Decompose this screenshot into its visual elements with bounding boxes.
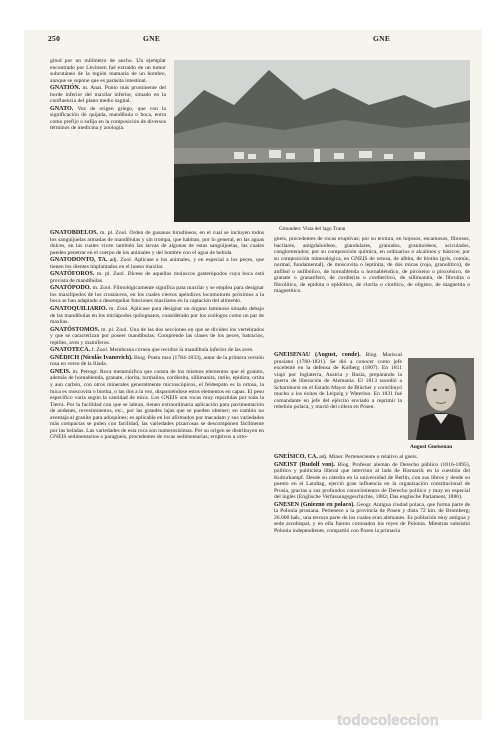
right-running-head: GNE xyxy=(373,34,391,43)
dictionary-entry xyxy=(50,106,166,132)
portrait-caption: August Gneisenau xyxy=(410,444,453,450)
running-header xyxy=(48,34,468,48)
dictionary-entry xyxy=(50,85,166,105)
dictionary-entry xyxy=(50,230,264,256)
entry-text: adj. Miner. Perteneciente o relativo al gneis. xyxy=(319,454,418,460)
entry-headword: GNEIST (Rudolf von). xyxy=(274,461,336,468)
dictionary-entry xyxy=(50,271,264,284)
entry-text: Voz de origen griego, que con la significación de quijada, mandíbula o boca, entra como prefijo o sufijo en la composición de diversos términos de medicina y zoología. xyxy=(50,105,166,132)
entry-headword: GNEIS. xyxy=(50,368,71,375)
photo-caption: Gmunden: Vista del lago Traun xyxy=(279,226,346,232)
dictionary-entry xyxy=(50,257,264,270)
landscape-photo xyxy=(174,60,470,222)
left-running-head: GNE xyxy=(143,34,161,43)
entry-text: gitud por un milímetro de ancho. Un ejemplar encontrado por Levinsen fué extraído de un tumor subcutáneo de la región mamaria de un hombre, aunque se supone que es parásita intestinal. xyxy=(50,58,166,84)
dictionary-entry xyxy=(274,352,402,411)
dictionary-entry xyxy=(50,347,264,354)
page-number: 250 xyxy=(48,34,61,43)
entry-headword: GNATOBDELOS. xyxy=(50,230,99,236)
entry-headword: GNATOQUILIARIO. xyxy=(50,306,108,313)
entry-text: Biog. Profesor alemán de Derecho público (1816-1895), político y publicista liberal que intervino al lado de Bismarck en la cuestión del Kulturkampf. Desde su cátedra en la universidad de Berlín, con sus libros y desde su puesto en el Landtag, ejerció gran influencia en la organización constitucional de Prusia, gracias a sus profundos conocimientos de Derecho político y muy en especial del inglés (Englische Verfassungsgeschichte, 1882; Das englische Parlament, 1886). xyxy=(274,461,470,501)
entry-text: gneis, procedentes de rocas eruptivas; por su textura, en hojosos, escamosos, fibrosos, bacilares, amigdaloideos, glandulares, granudos, granitoideos, aciculados, conglomerados; por su composición química, en ordinarios o alcalinos y básicos; por su composición mineralógica, en GNEIS de ortosa, de albita, de biotita (gris, común, normal, fundamental), de moscovita o leptinita, de dos micas (rojo, granulítico), de anfíbol o anfibólico, de hornablenda u hornabléndico, de piroxeno o piroxénico, de granate o granatífero, de cordierita o cordierítico, de sillimanita, de fibrolita o fibrolítico, de epidota o epidótico, de clorita o clorítico, de oligisto, de magnetita o magnetítico. xyxy=(274,236,470,295)
entry-headword: GNATÓSTOMOS. xyxy=(50,326,100,333)
entry-text: m. Zool. Aplícase para designar un órgano laminoso situado debajo de las mandíbulas en los miriápodos quilognatos, considerado por los zoólogos como un par de maxilas. xyxy=(50,306,264,326)
dictionary-entry xyxy=(274,502,470,535)
entry-text: f. Zool. Membrana córnea que recubre la mandíbula inferior de las aves. xyxy=(91,347,254,354)
entry-headword: GNATÓFOROS. xyxy=(50,271,95,278)
entry-text: m. Zool. Filmológicamente significa pata maxilar y se emplea para designar los maxilípedos de los crustáceos, en los cuales ciertos apéndices locomotores próximos a la boca se han adaptado a desempeñar funciones maxilares en la captación del alimento. xyxy=(50,285,264,305)
dictionary-entry xyxy=(50,355,264,368)
portrait-photo xyxy=(408,358,474,440)
dictionary-entry xyxy=(50,327,264,347)
entry-text: Biog. Mariscal prusiano (1760-1831). Se dió a conocer como jefe excelente en la defensa de Kolberg (1807). En 1811 viajó por Inglaterra, Austria y Rusia, preparando la guerra de liberación de Alemania. El 1813 sucedió a Scharnhorst en el Estado Mayor de Blücher y contribuyó mucho a los éxitos de Leipzig y Waterloo. En 1831 fué comandante en jefe del ejército enviado a reprimir la rebelión polaca, y murió del cólera en Posen. xyxy=(274,352,402,411)
entry-headword: GNEÍSICO, CA. xyxy=(274,454,318,460)
entry-text: m. Anat. Punto más prominente del borde inferior del maxilar inferior, situado en la confluencia del plano medio sagital. xyxy=(50,85,166,105)
entry-text: Biog. Poeta ruso (1784-1833), autor de la primera versión rusa en verso de la Ilíada. xyxy=(50,354,264,368)
dictionary-entry xyxy=(50,306,264,326)
entry-text: m. pl. Zool. Orden de gusanos hirudíneos, en el cual se incluyen todos los sanguijuelas armadas de mandíbulas y sin trompa, que habitan, por lo general, en las aguas dulces, en las cuales viven también las larvas de algunas de estas sanguijuelas, las cuales pueden penetrar en el cuerpo de los animales y del hombre con el agua de bebida. xyxy=(50,230,264,256)
entry-text: m. Petrogr. Roca metamórfica que consta de los mismos elementos que el granito, además de hornablenda, granate, clorita, turmalina, cordierita, sillimanita, rutilo, epidota, ortita y aun carbón, con otros minerales generalmente microscópicos, el feldespato es la ortosa, la mica es moscovita o biotita, o las dos a la vez, disponiéndose estos elementos en capas. El peso específico varía según la cantidad de mica. Los GNEIS son rocas muy repartidas por toda la Tierra. Por la facilidad con que se labran, tienen extraordinaria aplicación para pavimentación de andenes, revestimientos, etc., por las grandes lajas que se pueden obtener; en cambio no aventaja al granito para adoquines; es aplicable en los afirmados por macadam y sus variedades más compactas se pulen con facilidad, las variedades pizarrosas se descomponen fácilmente por las heladas. Las variedades de esta roca son numerosísimas. Por su origen se distribuyen en GNEIS sedimentarios o paragneis, procedentes de rocas sedimentarias; eruptivos u orto- xyxy=(50,368,264,441)
dictionary-entry xyxy=(50,369,264,441)
watermark-logo xyxy=(288,710,488,730)
watermark-text: todocoleccion xyxy=(337,712,439,729)
entry-headword: GNESEN (Gniezno en polaco). xyxy=(274,501,355,508)
left-column xyxy=(50,230,264,442)
right-column-top xyxy=(274,236,470,296)
dictionary-entry xyxy=(274,454,470,461)
dictionary-entry xyxy=(274,462,470,501)
right-column-beside-portrait xyxy=(274,352,402,412)
lake-landscape-illustration xyxy=(174,60,470,222)
entry-headword: GNATIÓN. xyxy=(50,85,81,92)
entry-text: m. pl. Zool. Una de las dos secciones en que se dividen los vertebrados y que se caracterizan por poseer mandíbulas. Comprende las clases de los peces, batracios, reptiles, aves y mamíferos. xyxy=(50,326,264,346)
entry-headword: GNATOTECA. xyxy=(50,347,91,354)
entry-headword: GNEISENAU (August, conde). xyxy=(274,352,361,358)
entry-headword: GNATO. xyxy=(50,105,74,112)
entry-headword: GNATÓPODO. xyxy=(50,285,92,292)
left-column-top xyxy=(50,58,166,133)
entry-headword: GNÉDICH (Nicolás Ivanovich). xyxy=(50,354,133,361)
right-column-lower xyxy=(274,454,470,536)
encyclopedia-page xyxy=(24,30,482,720)
gneisenau-portrait-illustration xyxy=(408,358,474,440)
dictionary-entry xyxy=(50,285,264,305)
entry-text: m. pl. Zool. Dícese de aquellos moluscos gasterópodos cuya boca está provista de mandíbulas. xyxy=(50,271,264,284)
entry-text: Geogr. Antigua ciudad polaca, que forma parte de la Polonia prusiana. Pertenece a la provincia de Posen y dista 72 km. de Bromberg; 26.000 hab., una tercera parte de los cuales eran alemanes. Es población muy antigua y sede arzobispal, y en ella fueron coronados los reyes de Polonia. Mientras subsistió Polonia independiente, compartió con Posen la primacía xyxy=(274,501,470,535)
entry-headword: GNATODONTO, TA. xyxy=(50,257,108,264)
entry-text: adj. Zool. Aplícase a los animales, y en especial a los peces, que tienen los dientes implantados en el hueso maxilar. xyxy=(50,257,264,270)
